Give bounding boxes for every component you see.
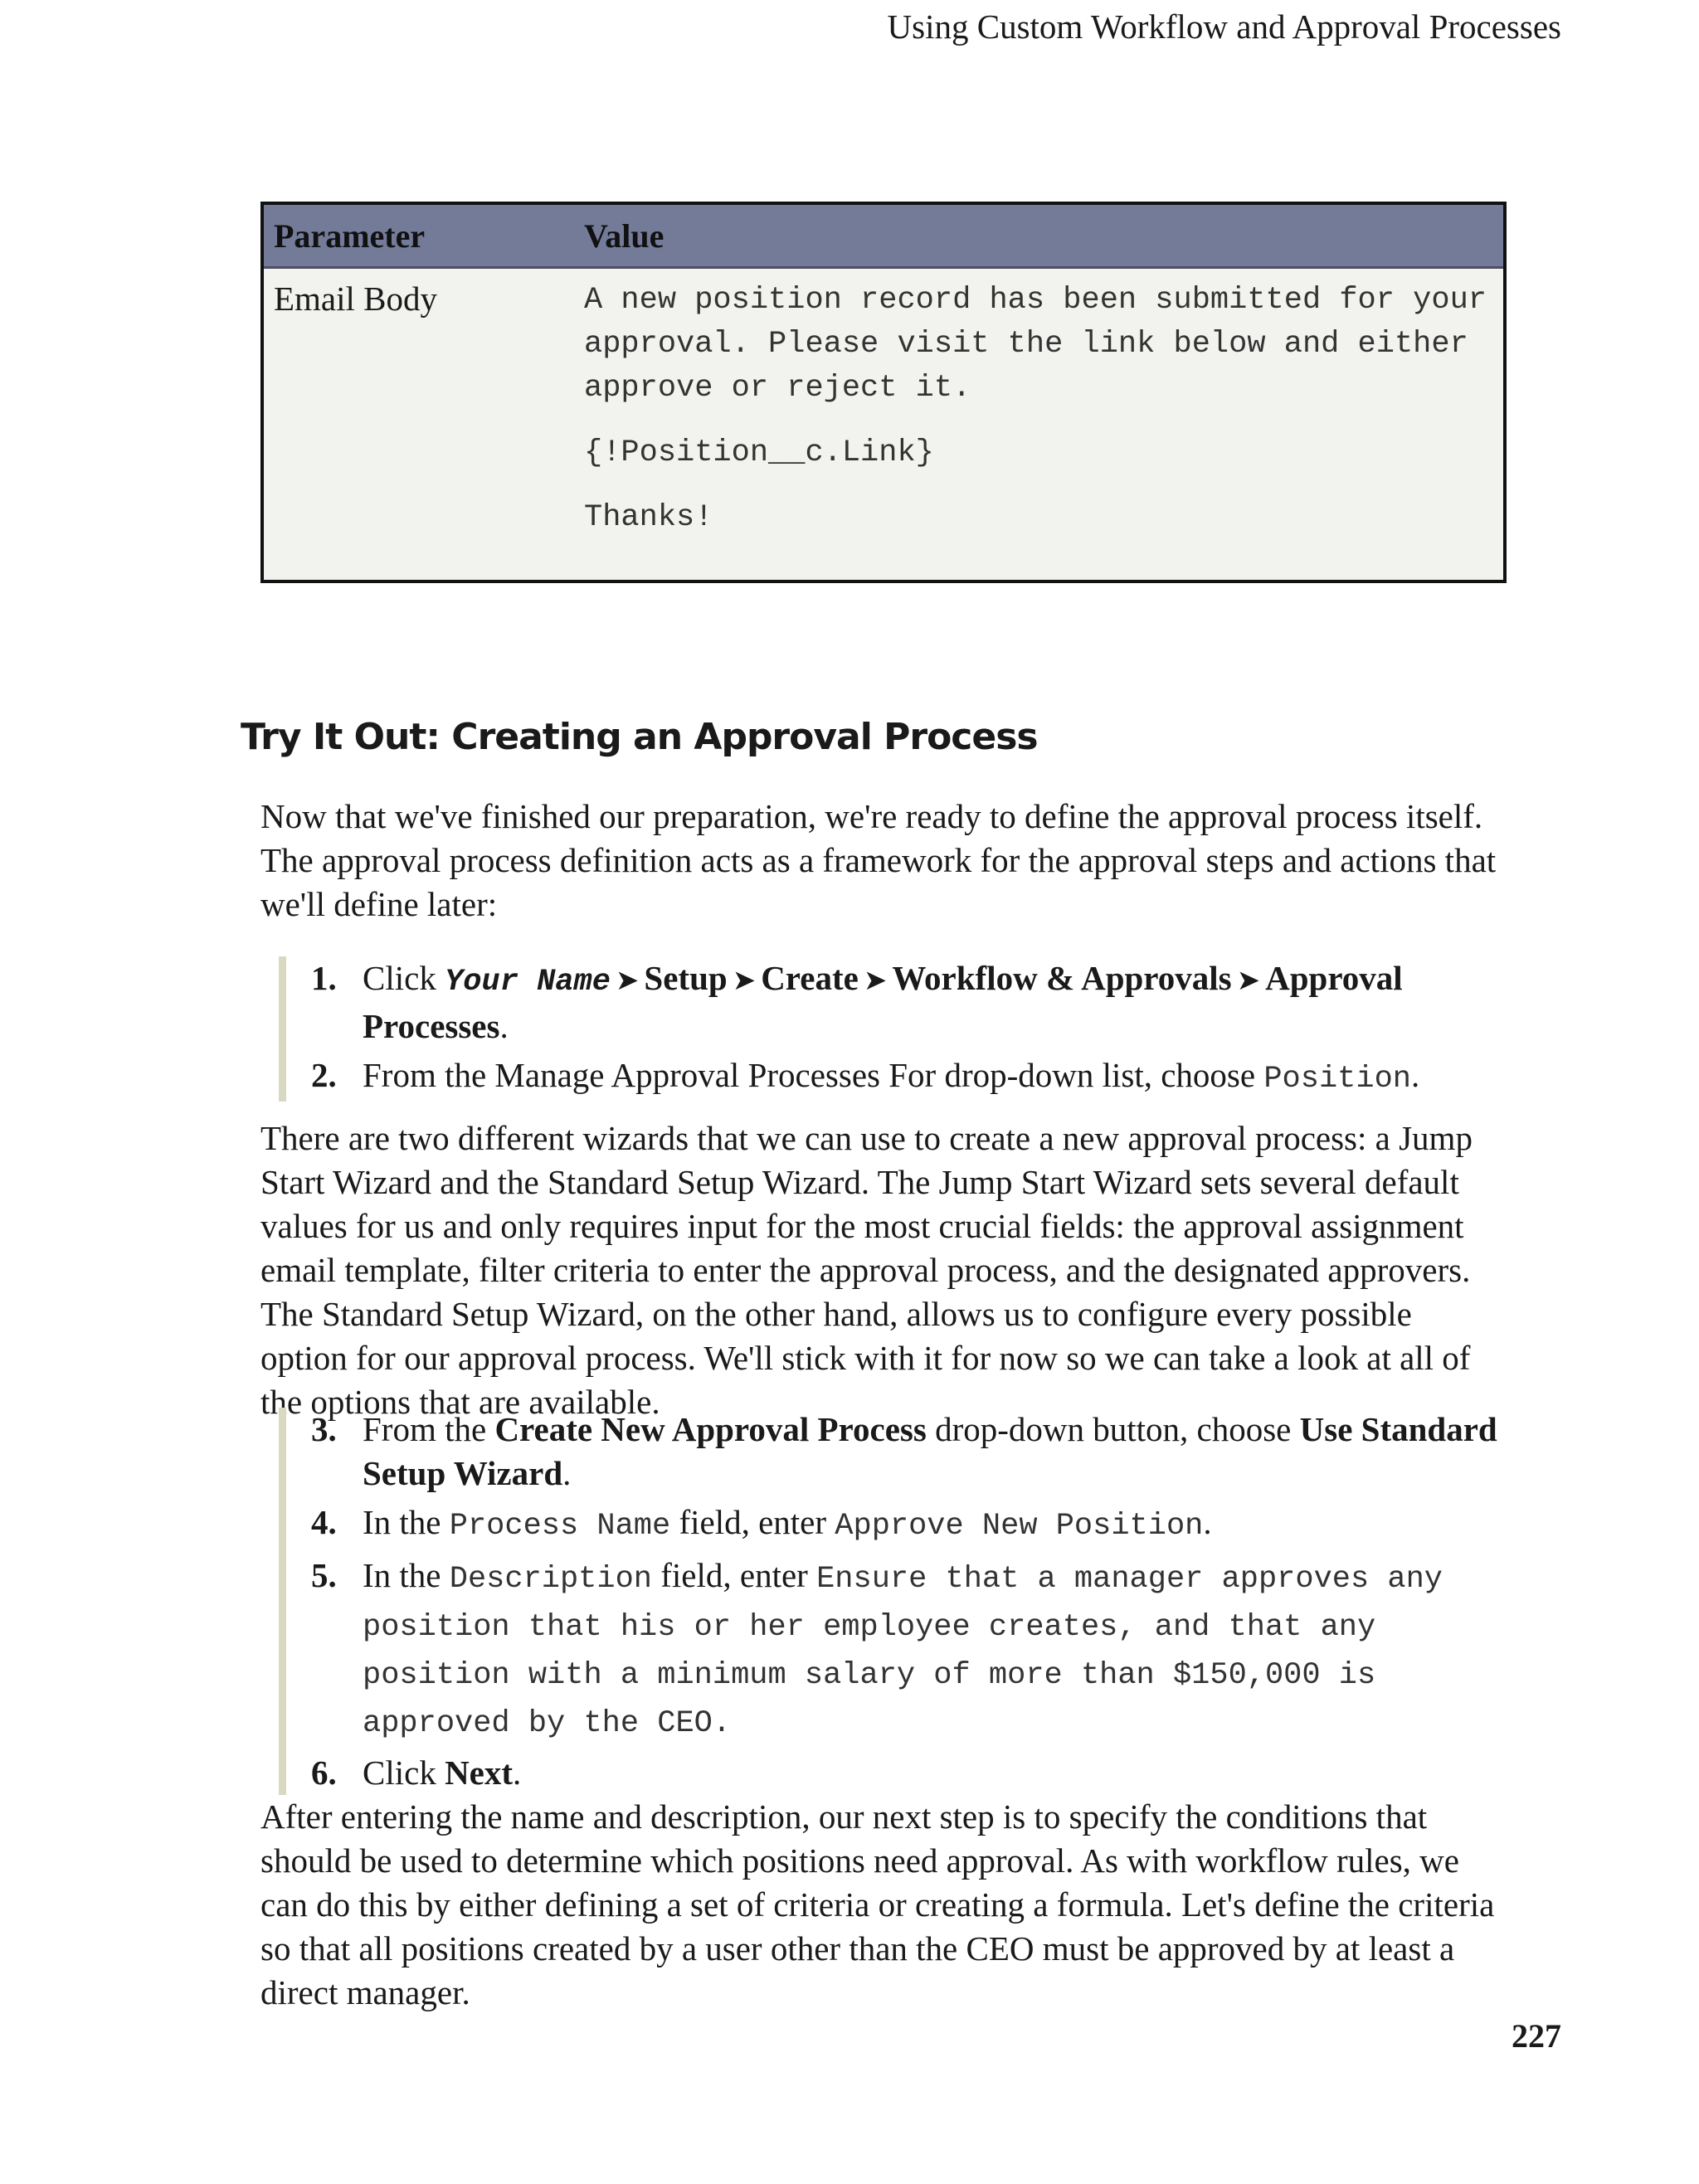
- step-number: 2.: [311, 1056, 337, 1094]
- step-suffix: .: [499, 1007, 509, 1045]
- table-header-row: [262, 203, 1505, 268]
- step-number: 3.: [311, 1410, 337, 1448]
- step-suffix: .: [1203, 1503, 1212, 1541]
- page-number: 227: [1512, 2017, 1561, 2055]
- section-heading: Try It Out: Creating an Approval Process: [241, 716, 1038, 758]
- field-value-approve-new-position: Approve New Position: [835, 1509, 1204, 1544]
- menu-path-approval-processes: Approval Processes: [363, 959, 1403, 1045]
- code-line: Thanks!: [584, 500, 713, 535]
- menu-path-create: Create: [761, 959, 859, 997]
- step-text: drop-down button, choose: [935, 1410, 1292, 1448]
- menu-path-setup: Setup: [644, 959, 728, 997]
- right-arrowhead-icon: ➤: [615, 964, 640, 997]
- step-item: [286, 1053, 1506, 1102]
- right-arrowhead-icon: ➤: [863, 964, 888, 997]
- code-position: Position: [1263, 1062, 1411, 1097]
- step-number: 5.: [311, 1556, 337, 1594]
- ui-label-next: Next: [445, 1754, 514, 1792]
- column-header-parameter: Parameter: [262, 203, 574, 268]
- parameter-table: [260, 202, 1507, 583]
- field-value-description: Ensure that a manager approves any position that his or her employee creates, and that any position with a minimum salary of more than $150,000 is approved by the CEO.: [363, 1562, 1443, 1741]
- step-item: [286, 1554, 1506, 1746]
- field-name-description: Description: [449, 1562, 652, 1597]
- step-item: [286, 956, 1506, 1048]
- table-row: [262, 268, 1505, 582]
- column-header-value: Value: [574, 203, 1505, 268]
- final-paragraph: After entering the name and description, our next step is to specify the conditions that should be used to determine which positions need approval. As with workflow rules, we can do this by either defining a set of criteria or creating a formula. Let's define the criteria so that all positions created by a user other than the CEO must be approved by at least a direct manager.: [260, 1797, 1495, 2011]
- step-text: From the Manage Approval Processes For drop-down list, choose: [363, 1056, 1256, 1094]
- steps-list-1: [279, 956, 1506, 1102]
- step-number: 4.: [311, 1503, 337, 1541]
- parameter-cell: Email Body: [274, 280, 438, 318]
- email-body-code: [584, 279, 1493, 540]
- step-text: In the: [363, 1556, 441, 1594]
- step-text: field, enter: [660, 1556, 808, 1594]
- field-name-process-name: Process Name: [449, 1509, 671, 1544]
- code-line: {!Position__c.Link}: [584, 435, 934, 470]
- ui-label-use-standard-setup-wizard: Use Standard Setup Wizard: [363, 1410, 1497, 1492]
- step-item: [286, 1501, 1506, 1549]
- step-text: field, enter: [679, 1503, 827, 1541]
- step-suffix: .: [513, 1754, 522, 1792]
- step-item: [286, 1408, 1506, 1496]
- right-arrowhead-icon: ➤: [732, 964, 757, 997]
- right-arrowhead-icon: ➤: [1236, 964, 1261, 997]
- code-line: A new position record has been submitted for your approval. Please visit the link below and either approve or reject it.: [584, 283, 1487, 406]
- step-text: From the: [363, 1410, 487, 1448]
- step-suffix: .: [1410, 1056, 1420, 1094]
- step-number: 6.: [311, 1754, 337, 1792]
- step-text: Click: [363, 1754, 436, 1792]
- step-text: Click: [363, 959, 436, 997]
- steps-list-2: [279, 1408, 1506, 1795]
- step-number: 1.: [311, 959, 337, 997]
- menu-path-your-name: Your Name: [445, 965, 611, 1000]
- ui-label-create-new-approval-process: Create New Approval Process: [494, 1410, 927, 1448]
- middle-paragraph: There are two different wizards that we can use to create a new approval process: a Jump Start Wizard and the Standard Setup Wizard. The Jump Start Wizard sets several default values for us and only requires input for the most crucial fields: the approval assignment email template, filter criteria to enter the approval process, and the designated approvers. The Standard Setup Wizard, on the other hand, allows us to configure every possible option for our approval process. We'll stick with it for now so we can take a look at all of the options that are available.: [260, 1119, 1473, 1421]
- step-text: In the: [363, 1503, 441, 1541]
- step-suffix: .: [562, 1454, 572, 1492]
- step-item: [286, 1751, 1506, 1795]
- value-cell: [574, 268, 1505, 582]
- menu-path-workflow-approvals: Workflow & Approvals: [892, 959, 1232, 997]
- running-header: Using Custom Workflow and Approval Processes: [887, 7, 1561, 46]
- intro-paragraph: Now that we've finished our preparation, we're ready to define the approval process itself. The approval process definition acts as a framework for the approval steps and actions that we'll define later:: [260, 797, 1497, 923]
